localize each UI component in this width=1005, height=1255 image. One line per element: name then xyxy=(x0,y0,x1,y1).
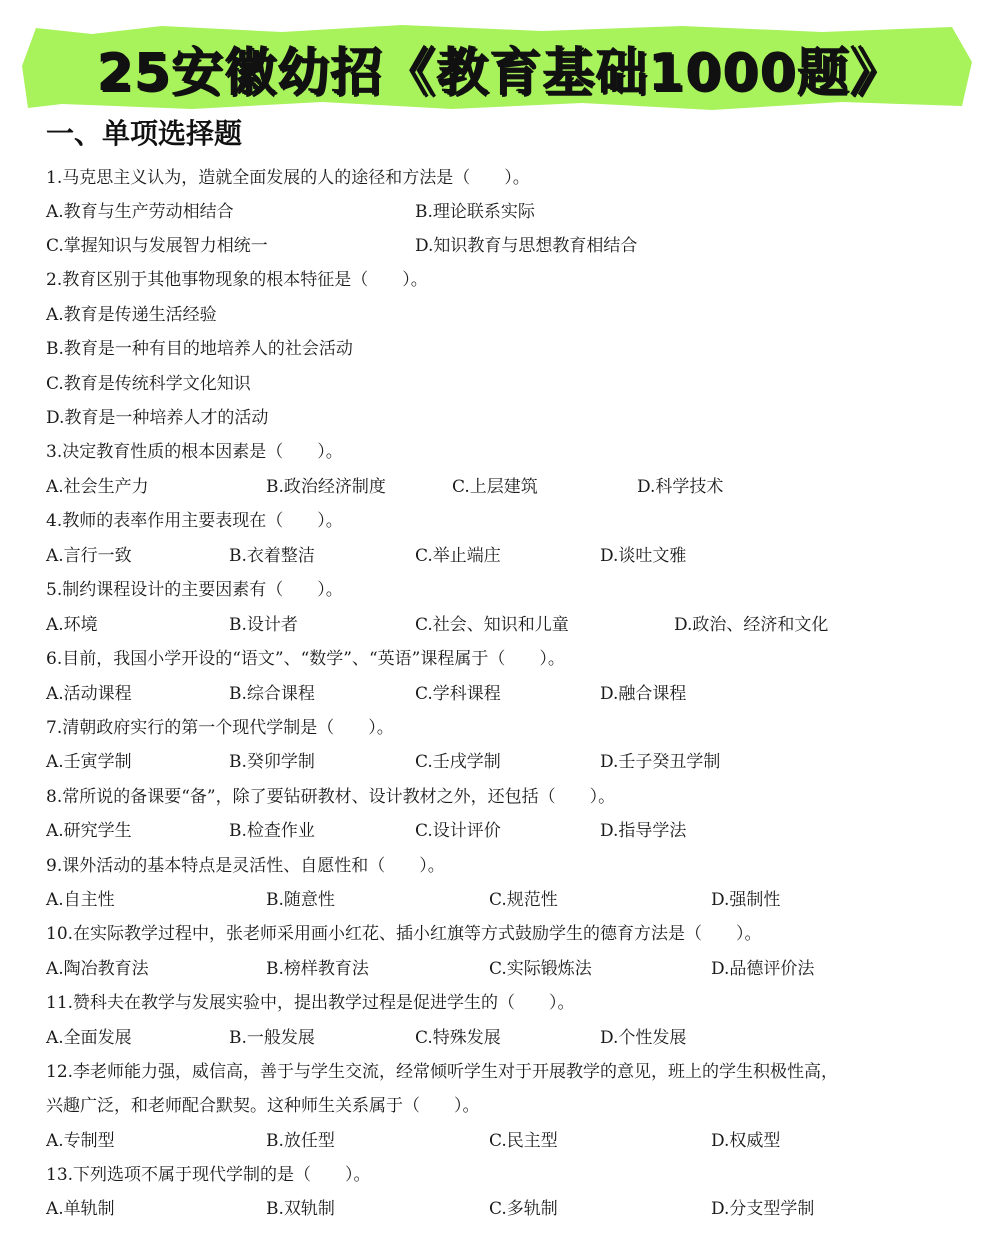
question-12-option-b: B.放任型 xyxy=(266,1131,335,1151)
question-13-option-d: D.分支型学制 xyxy=(711,1199,815,1219)
question-6-option-c: C.学科课程 xyxy=(415,684,501,704)
question-3-option-a: A.社会生产力 xyxy=(46,477,149,497)
question-4-stem: 4.教师的表率作用主要表现在（ ）。 xyxy=(46,511,343,531)
question-7-option-b: B.癸卯学制 xyxy=(229,752,315,772)
question-2-option-b: B.教育是一种有目的地培养人的社会活动 xyxy=(46,339,353,359)
question-5-option-d: D.政治、经济和文化 xyxy=(674,615,829,635)
title-banner xyxy=(22,22,977,112)
question-3-option-c: C.上层建筑 xyxy=(452,477,538,497)
question-13-option-b: B.双轨制 xyxy=(266,1199,335,1219)
question-4-option-c: C.举止端庄 xyxy=(415,546,501,566)
question-7-option-a: A.壬寅学制 xyxy=(46,752,132,772)
question-2-option-c: C.教育是传统科学文化知识 xyxy=(46,374,251,394)
question-9-option-b: B.随意性 xyxy=(266,890,335,910)
question-7-stem: 7.清朝政府实行的第一个现代学制是（ ）。 xyxy=(46,718,394,738)
question-3-stem: 3.决定教育性质的根本因素是（ ）。 xyxy=(46,442,343,462)
question-10-option-c: C.实际锻炼法 xyxy=(489,959,592,979)
question-3-option-b: B.政治经济制度 xyxy=(266,477,386,497)
question-6-option-d: D.融合课程 xyxy=(600,684,687,704)
banner-title: 25安徽幼招《教育基础1000题》 xyxy=(96,42,903,103)
question-9-stem: 9.课外活动的基本特点是灵活性、自愿性和（ ）。 xyxy=(46,856,445,876)
question-13-option-a: A.单轨制 xyxy=(46,1199,115,1219)
question-8-option-c: C.设计评价 xyxy=(415,821,501,841)
question-8-option-b: B.检查作业 xyxy=(229,821,315,841)
question-12-option-a: A.专制型 xyxy=(46,1131,115,1151)
question-1-option-a: A.教育与生产劳动相结合 xyxy=(46,202,234,222)
question-1-option-d: D.知识教育与思想教育相结合 xyxy=(415,236,638,256)
question-5-option-b: B.设计者 xyxy=(229,615,298,635)
question-1-stem: 1.马克思主义认为，造就全面发展的人的途径和方法是（ ）。 xyxy=(46,168,530,188)
question-11-option-c: C.特殊发展 xyxy=(415,1028,501,1048)
question-6-option-b: B.综合课程 xyxy=(229,684,315,704)
question-12-stem: 12.李老师能力强，威信高，善于与学生交流，经常倾听学生对于开展教学的意见，班上的学生积极性高， xyxy=(46,1062,839,1082)
question-10-option-b: B.榜样教育法 xyxy=(266,959,369,979)
question-9-option-c: C.规范性 xyxy=(489,890,558,910)
question-2-option-d: D.教育是一种培养人才的活动 xyxy=(46,408,269,428)
question-10-option-d: D.品德评价法 xyxy=(711,959,815,979)
question-10-stem: 10.在实际教学过程中，张老师采用画小红花、插小红旗等方式鼓励学生的德育方法是（ ）。 xyxy=(46,924,762,944)
question-9-option-d: D.强制性 xyxy=(711,890,781,910)
question-3-option-d: D.科学技术 xyxy=(637,477,724,497)
question-8-option-d: D.指导学法 xyxy=(600,821,687,841)
question-6-stem: 6.目前，我国小学开设的“语文”、“数学”、“英语”课程属于（ ）。 xyxy=(46,649,565,669)
question-2-stem: 2.教育区别于其他事物现象的根本特征是（ ）。 xyxy=(46,270,428,290)
question-1-option-c: C.掌握知识与发展智力相统一 xyxy=(46,236,268,256)
question-7-option-d: D.壬子癸丑学制 xyxy=(600,752,721,772)
question-11-option-d: D.个性发展 xyxy=(600,1028,687,1048)
question-10-option-a: A.陶冶教育法 xyxy=(46,959,149,979)
question-4-option-a: A.言行一致 xyxy=(46,546,132,566)
question-5-option-c: C.社会、知识和儿童 xyxy=(415,615,569,635)
question-11-option-a: A.全面发展 xyxy=(46,1028,132,1048)
question-12-option-d: D.权威型 xyxy=(711,1131,781,1151)
question-7-option-c: C.壬戌学制 xyxy=(415,752,501,772)
question-13-stem: 13.下列选项不属于现代学制的是（ ）。 xyxy=(46,1165,371,1185)
question-8-stem: 8.常所说的备课要“备”，除了要钻研教材、设计教材之外，还包括（ ）。 xyxy=(46,787,616,807)
question-12-stem-continued: 兴趣广泛，和老师配合默契。这种师生关系属于（ ）。 xyxy=(46,1096,480,1116)
question-9-option-a: A.自主性 xyxy=(46,890,115,910)
question-6-option-a: A.活动课程 xyxy=(46,684,132,704)
question-4-option-d: D.谈吐文雅 xyxy=(600,546,687,566)
question-11-stem: 11.赞科夫在教学与发展实验中，提出教学过程是促进学生的（ ）。 xyxy=(46,993,575,1013)
question-1-option-b: B.理论联系实际 xyxy=(415,202,535,222)
question-4-option-b: B.衣着整洁 xyxy=(229,546,315,566)
question-2-option-a: A.教育是传递生活经验 xyxy=(46,305,217,325)
question-13-option-c: C.多轨制 xyxy=(489,1199,558,1219)
section-title: 一、单项选择题 xyxy=(46,117,243,150)
question-5-stem: 5.制约课程设计的主要因素有（ ）。 xyxy=(46,580,343,600)
question-12-option-c: C.民主型 xyxy=(489,1131,558,1151)
question-5-option-a: A.环境 xyxy=(46,615,98,635)
question-8-option-a: A.研究学生 xyxy=(46,821,132,841)
question-11-option-b: B.一般发展 xyxy=(229,1028,315,1048)
